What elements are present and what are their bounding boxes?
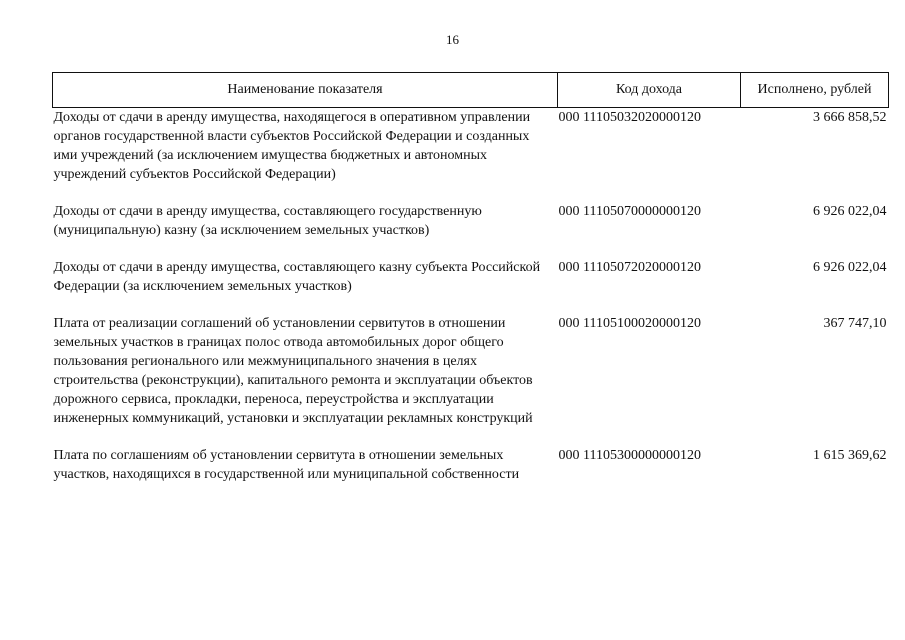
row-amount: 367 747,10	[823, 316, 887, 331]
header-code: Код дохода	[558, 73, 741, 108]
row-code: 000 11105070000000120	[558, 204, 701, 219]
row-code: 000 11105100020000120	[558, 316, 701, 331]
row-amount: 6 926 022,04	[813, 204, 887, 219]
header-name: Наименование показателя	[53, 73, 558, 108]
revenue-table	[52, 72, 889, 502]
table-header-row	[53, 73, 889, 108]
table-row	[53, 314, 889, 446]
row-name: Доходы от сдачи в аренду имущества, составляющего государственную (муниципальную) казну (за исключением земельных участков)	[53, 204, 482, 238]
row-code: 000 11105072020000120	[558, 260, 701, 275]
row-amount: 3 666 858,52	[813, 110, 887, 125]
row-amount: 6 926 022,04	[813, 260, 887, 275]
table-row	[53, 202, 889, 258]
row-code: 000 11105032020000120	[558, 110, 701, 125]
row-name: Плата от реализации соглашений об установлении сервитутов в отношении земельных участков в границах полос отвода автомобильных дорог общего пользования регионального или межмуниципального значения в целях строительства (реконструкции), капитального ремонта и эксплуатации объектов дорожного сервиса, прокладки, переноса, переустройства и эксплуатации инженерных коммуникаций, установки и эксплуатации рекламных конструкций	[53, 316, 533, 426]
table-row	[53, 108, 889, 203]
page-number: 16	[446, 32, 459, 47]
row-name: Плата по соглашениям об установлении сервитута в отношении земельных участков, находящихся в государственной или муниципальной собственности	[53, 448, 520, 482]
header-amount: Исполнено, рублей	[741, 73, 889, 108]
row-name: Доходы от сдачи в аренду имущества, составляющего казну субъекта Российской Федерации (за исключением земельных участков)	[53, 260, 541, 294]
table-row	[53, 258, 889, 314]
row-name: Доходы от сдачи в аренду имущества, находящегося в оперативном управлении органов государственной власти субъектов Российской Федерации и созданных ими учреждений (за исключением имущества бюджетных и автономных учреждений субъектов Российской Федерации)	[53, 110, 531, 182]
row-amount: 1 615 369,62	[813, 448, 887, 463]
row-code: 000 11105300000000120	[558, 448, 701, 463]
table-row	[53, 446, 889, 502]
